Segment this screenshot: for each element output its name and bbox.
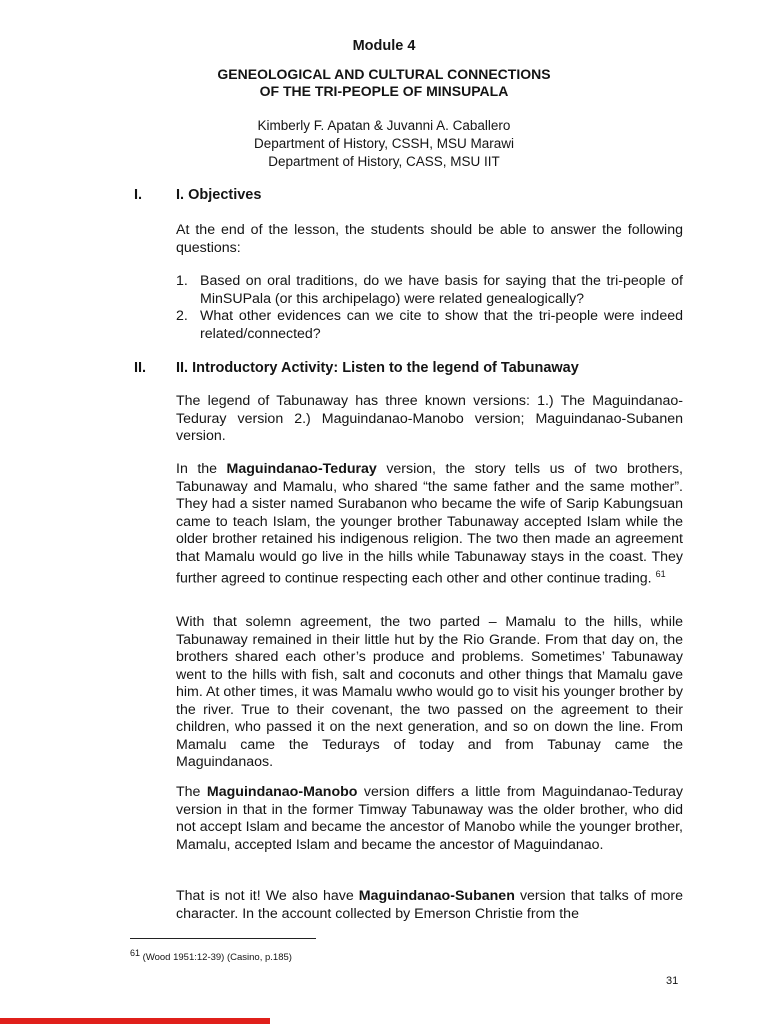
paragraph-text: version, the story tells us of two brothers, Tabunaway and Mamalu, who shared “the same father and the same mother”. They had a sister named Surabanon who became the wife of Sarip Kabungsuan came to teach Islam, the younger brother Tabunaway accepted Islam while the older brother retained his indigenous religion. The two then made an agreement that Mamalu would go live in the hills while Tabunaway stays in the coast. They further agreed to continue respecting each other and other continue trading.	[176, 461, 683, 587]
list-item-number: 2.	[176, 308, 188, 324]
footnote-ref: 61	[655, 569, 666, 579]
list-item-text: Based on oral traditions, do we have basis for saying that the tri-people of MinSUPala (or this archipelago) were related genealogically?	[200, 273, 683, 307]
affiliation-1: Department of History, CSSH, MSU Marawi	[253, 136, 515, 151]
paragraph-text: version that talks of more character. In the account collected by Emerson Christie from the	[176, 888, 683, 922]
footnote-divider	[130, 938, 316, 939]
section-1-heading: I. Objectives	[176, 187, 262, 203]
author-names: Kimberly F. Apatan & Juvanni A. Caballero	[257, 118, 511, 133]
module-label: Module 4	[352, 38, 416, 54]
title-line-2: OF THE TRI-PEOPLE OF MINSUPALA	[259, 83, 509, 99]
list-item-text: What other evidences can we cite to show that the tri-people were indeed related/connected?	[200, 308, 683, 342]
section-1-number: I.	[134, 187, 143, 203]
section-2-number: II.	[134, 360, 147, 376]
footnote-text: (Wood 1951:12-39) (Casino, p.185)	[140, 952, 292, 964]
paragraph-agreement: With that solemn agreement, the two parted – Mamalu to the hills, while Tabunaway remained in their little hut by the Rio Grande. From that day on, the brothers shared each other’s produce and problems. Sometimes’ Tabunaway went to the hills with fish, salt and coconuts and other things that Mamalu gave him. At other times, it was Mamalu wwho would go to visit his younger brother by the river. True to their covenant, the two passed on the agreement to their children, who passed it on the next generation, and so on down the line. From Mamalu came the Tedurays of today and from Tabunay came the Maguindanaos.	[176, 614, 683, 770]
footnote-number: 61	[130, 948, 141, 958]
paragraph-teduray	[176, 461, 683, 588]
bold-term: Maguindanao-Teduray	[226, 461, 377, 477]
document-title	[0, 66, 768, 100]
accent-bar	[0, 1018, 270, 1024]
paragraph-text: The	[176, 784, 207, 800]
paragraph-manobo	[176, 784, 683, 854]
paragraph-subanen	[176, 888, 683, 923]
page-number: 31	[666, 975, 679, 987]
bold-term: Maguindanao-Subanen	[358, 888, 515, 904]
section-2-heading: II. Introductory Activity: Listen to the legend of Tabunaway	[176, 360, 579, 376]
affiliation-2: Department of History, CASS, MSU IIT	[268, 154, 500, 169]
paragraph-versions: The legend of Tabunaway has three known versions: 1.) The Maguindanao-Teduray version 2.) Maguindanao-Manobo version; Maguindanao-Subanen version.	[176, 393, 683, 444]
title-line-1: GENEOLOGICAL AND CULTURAL CONNECTIONS	[217, 66, 551, 82]
footnote	[130, 948, 292, 963]
list-item	[176, 273, 683, 308]
author-block	[0, 117, 768, 171]
objectives-intro: At the end of the lesson, the students should be able to answer the following questions:	[176, 222, 683, 256]
paragraph-text: In the	[176, 461, 227, 477]
paragraph-text: version differs a little from Maguindanao-Teduray version in that in the former Timway Tabunaway was the older brother, who did not accept Islam and became the ancestor of Manobo while the younger brother, Mamalu, accepted Islam and became the ancestor of Maguindanao.	[176, 784, 684, 853]
list-item	[176, 308, 683, 343]
paragraph-text: That is not it! We also have	[176, 888, 359, 904]
objectives-list	[176, 273, 683, 343]
bold-term: Maguindanao-Manobo	[206, 784, 358, 800]
list-item-number: 1.	[176, 273, 188, 289]
